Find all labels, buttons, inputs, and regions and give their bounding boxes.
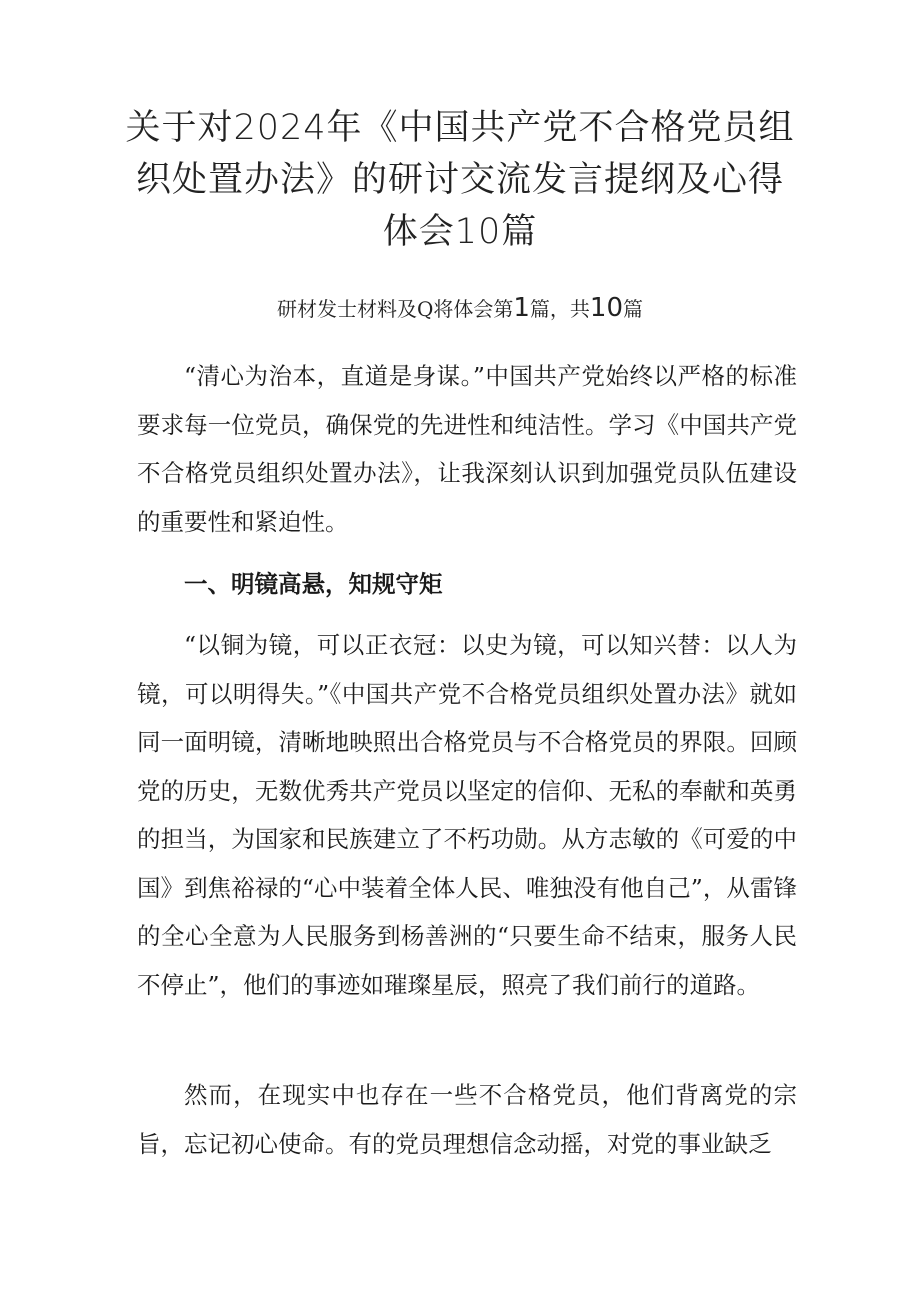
body-paragraph: “以铜为镜，可以正衣冠：以史为镜，可以知兴替：以人为镜，可以明得失。”《中国共产党不合格党员组织处置办法》就如同一面明镜，清晰地映照出合格党员与不合格党员的界限。回顾党的历史，无数优秀共产党员以坚定的信仰、无私的奉献和英勇的担当，为国家和民族建立了不朽功勋。从方志敏的《可爱的中国》到焦裕禄的“心中装着全体人民、唯独没有他自己”，从雷锋的全心全意为人民服务到杨善洲的“只要生命不结束，服务人民不停止”，他们的事迹如璀璨星辰，照亮了我们前行的道路。 [137,631,797,999]
body-paragraph: 然而，在现实中也存在一些不合格党员，他们背离党的宗旨，忘记初心使命。有的党员理想信念动摇，对党的事业缺乏 [137,1081,797,1158]
intro-paragraph: “清心为治本，直道是身谋。”中国共产党始终以严格的标准要求每一位党员，确保党的先进性和纯洁性。学习《中国共产党不合格党员组织处置办法》，让我深刻认识到加强党员队伍建设的重要性和紧迫性。 [137,362,797,536]
subtitle-prefix: 研材发士材料及Q将体会第 [276,297,514,321]
subtitle-middle: 篇，共 [529,297,590,321]
page-title: 关于对2024年《中国共产党不合格党员组织处置办法》的研讨交流发言提纲及心得体会10篇 [125,108,795,252]
subtitle-number: 1 [513,293,530,323]
section-heading: 一、明镜高悬，知规守矩 [184,570,443,598]
subtitle-suffix: 篇 [623,297,644,321]
subtitle [0,290,920,327]
subtitle-total: 10 [589,293,624,323]
